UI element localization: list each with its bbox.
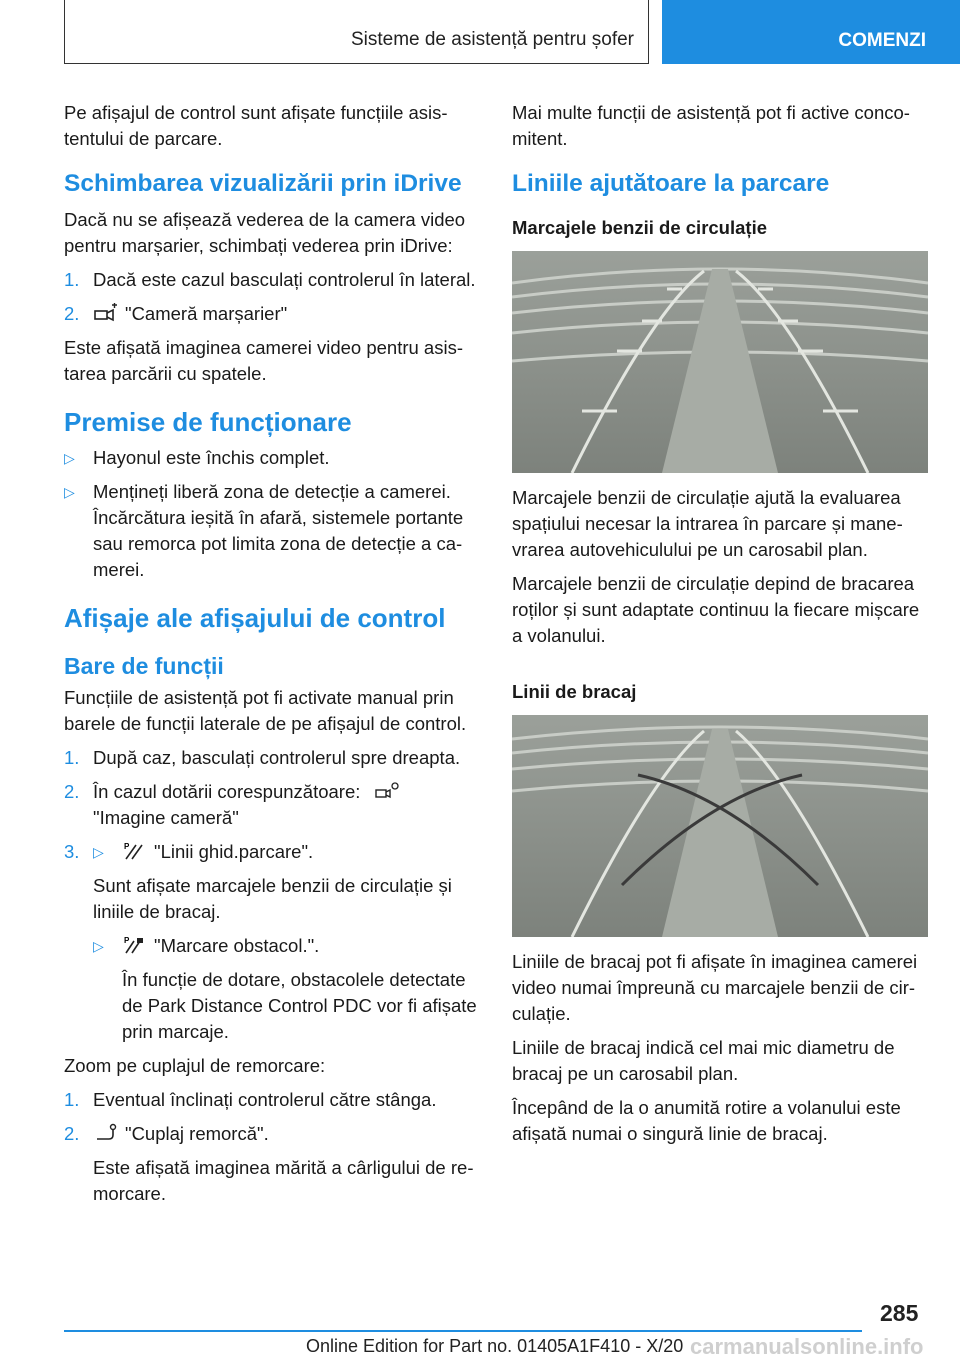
heading-premise: Premise de funcționare <box>64 407 352 437</box>
step-number: 2. <box>64 303 80 324</box>
list-item: 1. După caz, basculați controlerul spre dreapta. <box>64 747 461 768</box>
list-item: 3. ▷ P "Linii ghid.parcare". Sunt afișate marcajele benzii de circulație și liniile de bracaj. <box>64 841 452 922</box>
parking-lines-icon <box>122 841 148 861</box>
page-number: 285 <box>880 1300 919 1326</box>
step-text: "Cameră marșarier" <box>125 303 288 324</box>
bullet-triangle-icon: ▷ <box>64 484 75 500</box>
idrive-result: Este afișată imaginea camerei video pentru asistarea parcării cu spatele. <box>64 337 463 384</box>
header-chapter <box>662 0 960 64</box>
list-item <box>64 267 482 293</box>
idrive-paragraph: Dacă nu se afișează vederea de la camera video pentru marșarier, schimbați vederea prin iDrive: <box>64 209 466 256</box>
footer-edition: Online Edition for Part no. 01405A1F410 - X/20 <box>306 1336 684 1356</box>
step-number: 1. <box>64 269 80 290</box>
bullet-triangle-icon: ▷ <box>93 844 104 860</box>
bracaj-paragraph-2: Liniile de bracaj indică cel mai mic diametru de bracaj pe un carosabil plan. <box>512 1037 895 1084</box>
header-section-title: Sisteme de asistență pentru șofer <box>350 29 634 50</box>
intro-paragraph: Pe afișajul de control sunt afișate funcțiile asistentului de parcare. <box>64 102 448 149</box>
bullet-triangle-icon: ▷ <box>64 450 75 466</box>
heading-marcaje: Marcajele benzii de circulație <box>512 217 767 238</box>
list-item: 2. În cazul dotării corespunzătoare: "Imagine cameră" <box>64 779 482 831</box>
turning-lines-image <box>512 715 928 937</box>
svg-text:P: P <box>124 842 130 851</box>
bullet-triangle-icon: ▷ <box>93 938 104 954</box>
heading-bracaj: Linii de bracaj <box>512 681 637 702</box>
bracaj-paragraph-1: Liniile de bracaj pot fi afișate în imaginea camerei video numai împreună cu marcajele benzii de circulație. <box>512 951 918 1024</box>
list-item: 2. "Cuplaj remorcă". Este afișată imaginea mărită a cârligului de remorcare. <box>64 1123 474 1204</box>
bracaj-paragraph-3: Începând de la o anumită rotire a volanului este afișată numai o singură linie de bracaj. <box>512 1097 901 1144</box>
header-chapter-title: COMENZI <box>838 30 926 51</box>
list-item: ▷ P "Marcare obstacol.". În funcție de dotare, obstacolele detectate de Park Distance Control PDC vor fi afișate prin marcaje. <box>93 933 482 1045</box>
heading-afisaje: Afișaje ale afișajului de control <box>64 603 446 633</box>
step-text: Dacă este cazul basculați controlerul în lateral. <box>93 269 476 290</box>
list-item: ▷ Hayonul este închis complet. <box>64 445 482 471</box>
marcaje-paragraph-2: Marcajele benzii de circulație depind de bracarea roților și sunt adaptate continuu la fiecare mișcare a volanului. <box>512 573 920 646</box>
svg-text:P: P <box>124 936 130 945</box>
heading-linii: Liniile ajutătoare la parcare <box>512 170 830 197</box>
heading-bare: Bare de funcții <box>64 653 224 679</box>
trailer-hitch-icon <box>93 1123 119 1143</box>
heading-idrive: Schimbarea vizualizării prin iDrive <box>64 170 462 197</box>
footer-divider <box>64 1330 862 1332</box>
marcaje-paragraph-1: Marcajele benzii de circulație ajută la evaluarea spațiului necesar la intrarea în parcare și manevrarea autovehiculului pe un carosabil plan. <box>512 487 903 560</box>
left-column <box>64 100 482 1215</box>
header-section <box>64 0 649 64</box>
list-item: 1. Eventual înclinați controlerul către stânga. <box>64 1089 437 1110</box>
right-column <box>512 100 930 1155</box>
right-intro: Mai multe funcții de asistență pot fi active concomitent. <box>512 102 910 149</box>
obstacle-marking-icon <box>122 935 148 955</box>
zoom-paragraph: Zoom pe cuplajul de remorcare: <box>64 1055 326 1076</box>
footer-watermark: carmanualsonline.info <box>690 1334 924 1359</box>
lane-markings-image <box>512 251 928 473</box>
camera-settings-icon <box>374 781 400 801</box>
rear-camera-icon <box>93 303 119 323</box>
list-item <box>64 301 482 327</box>
list-item: ▷ Mențineți liberă zona de detecție a camerei. Încărcătura ieșită în afară, sistemele portante sau remorca pot limita zona de detecție a camerei. <box>64 479 482 583</box>
bare-paragraph: Funcțiile de asistență pot fi activate manual prin barele de funcții laterale de pe afișajul de control. <box>64 687 467 734</box>
